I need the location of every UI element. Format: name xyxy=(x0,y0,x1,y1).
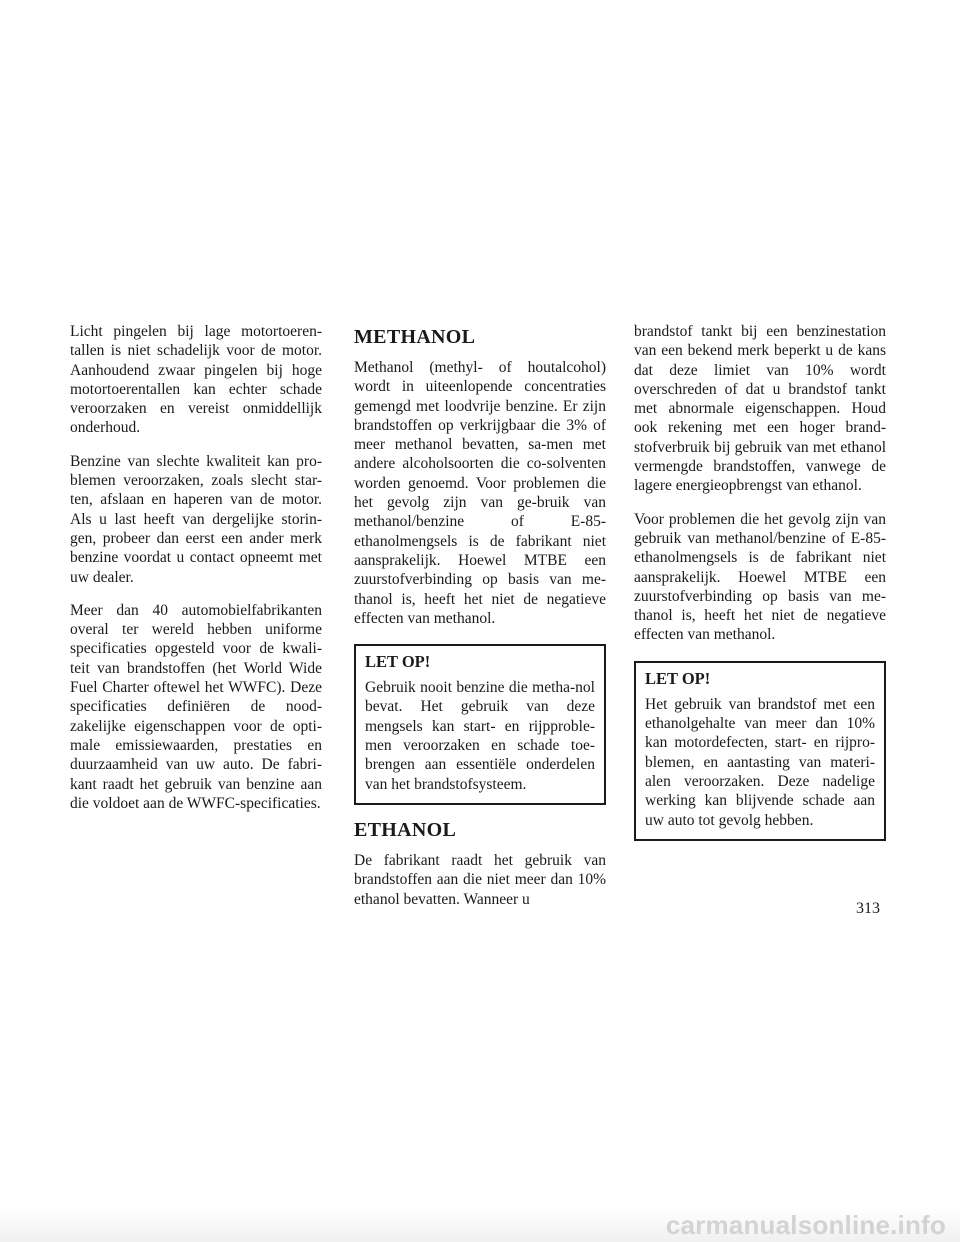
ethanol-heading: ETHANOL xyxy=(354,818,457,841)
column-2 xyxy=(354,322,606,923)
paragraph-ethanol-continued: brandstof tankt bij een benzinestation van een bekend merk beperkt u de kans dat deze limiet van 10% wordt overschreden of dat u brandstof tankt met abnormale eigenschappen. Houd ook rekening met een hoger brand-stofverbruik bij gebruik van met ethanol vermengde brandstoffen, vanwege de lagere energieopbrengst van ethanol. xyxy=(634,323,886,495)
warning-title: LET OP! xyxy=(645,668,711,688)
paragraph-poor-fuel: Benzine van slechte kwaliteit kan pro-blemen veroorzaken, zoals slecht star-ten, afslaan en haperen van de motor. Als u last heeft van dergelijke storin-gen, probeer dan eerst een ander merk benzine voordat u contact opneemt met uw dealer. xyxy=(70,452,322,586)
paragraph-knocking: Licht pingelen bij lage motortoeren-tallen is niet schadelijk voor de motor. Aanhoudend zwaar pingelen bij hoge motortoerentallen kan echter schade veroorzaken en vereist onmiddellijk onderhoud. xyxy=(70,323,322,437)
methanol-warning-box xyxy=(354,644,606,805)
methanol-paragraph: Methanol (methyl- of houtalcohol) wordt in uiteenlopende concentraties gemengd met loodvrije benzine. Er zijn brandstoffen op verkrijgbaar die 3% of meer methanol bevatten, sa-men met andere alcoholsoorten die co-solventen worden genoemd. Voor problemen die het gevolg zijn van ge-bruik van methanol/benzine of E-85-ethanolmengsels is de fabrikant niet aansprakelijk. Hoewel MTBE een zuurstofverbinding op basis van me-thanol is, heeft het niet de negatieve effecten van methanol. xyxy=(354,359,606,627)
ethanol-paragraph: De fabrikant raadt het gebruik van brandstoffen aan die niet meer dan 10% ethanol bevatten. Wanneer u xyxy=(354,851,606,908)
methanol-heading: METHANOL xyxy=(354,326,476,348)
warning-title: LET OP! xyxy=(365,652,431,672)
warning-text: Gebruik nooit benzine die metha-nol bevat. Het gebruik van deze mengsels kan start- en rijpproble-men veroorzaken en schade toe-brengen aan essentiële onderdelen van het brandstofsysteem. xyxy=(365,679,595,793)
column-1 xyxy=(70,322,322,827)
warning-text: Het gebruik van brandstof met een ethanolgehalte van meer dan 10% kan motordefecten, start- en rijpro-blemen, en aantasting van materi-alen veroorzaken. Deze nadelige werking kan blijvende schade aan uw auto tot gevolg hebben. xyxy=(645,695,875,829)
paragraph-wwfc: Meer dan 40 automobielfabrikanten overal ter wereld hebben uniforme specificaties opgesteld voor de kwali-teit van brandstoffen (het World Wide Fuel Charter oftewel het WWFC). Deze specificaties definiëren de nood-zakelijke eigenschappen voor de opti-male emissiewaarden, prestaties en duurzaamheid van uw auto. De fabri-kant raadt het gebruik van benzine aan die voldoet aan de WWFC-specificaties. xyxy=(70,601,322,812)
ethanol-warning-box xyxy=(634,661,886,841)
page-number: 313 xyxy=(856,900,880,917)
watermark-bar xyxy=(0,1208,960,1242)
watermark-text: carmanualsonline.info xyxy=(665,1210,946,1240)
column-3 xyxy=(634,322,886,855)
paragraph-liability: Voor problemen die het gevolg zijn van gebruik van methanol/benzine of E-85-ethanolmengsels is de fabrikant niet aansprakelijk. Hoewel MTBE een zuurstofverbinding op basis van me-thanol is, heeft het niet de negatieve effecten van methanol. xyxy=(634,510,886,644)
